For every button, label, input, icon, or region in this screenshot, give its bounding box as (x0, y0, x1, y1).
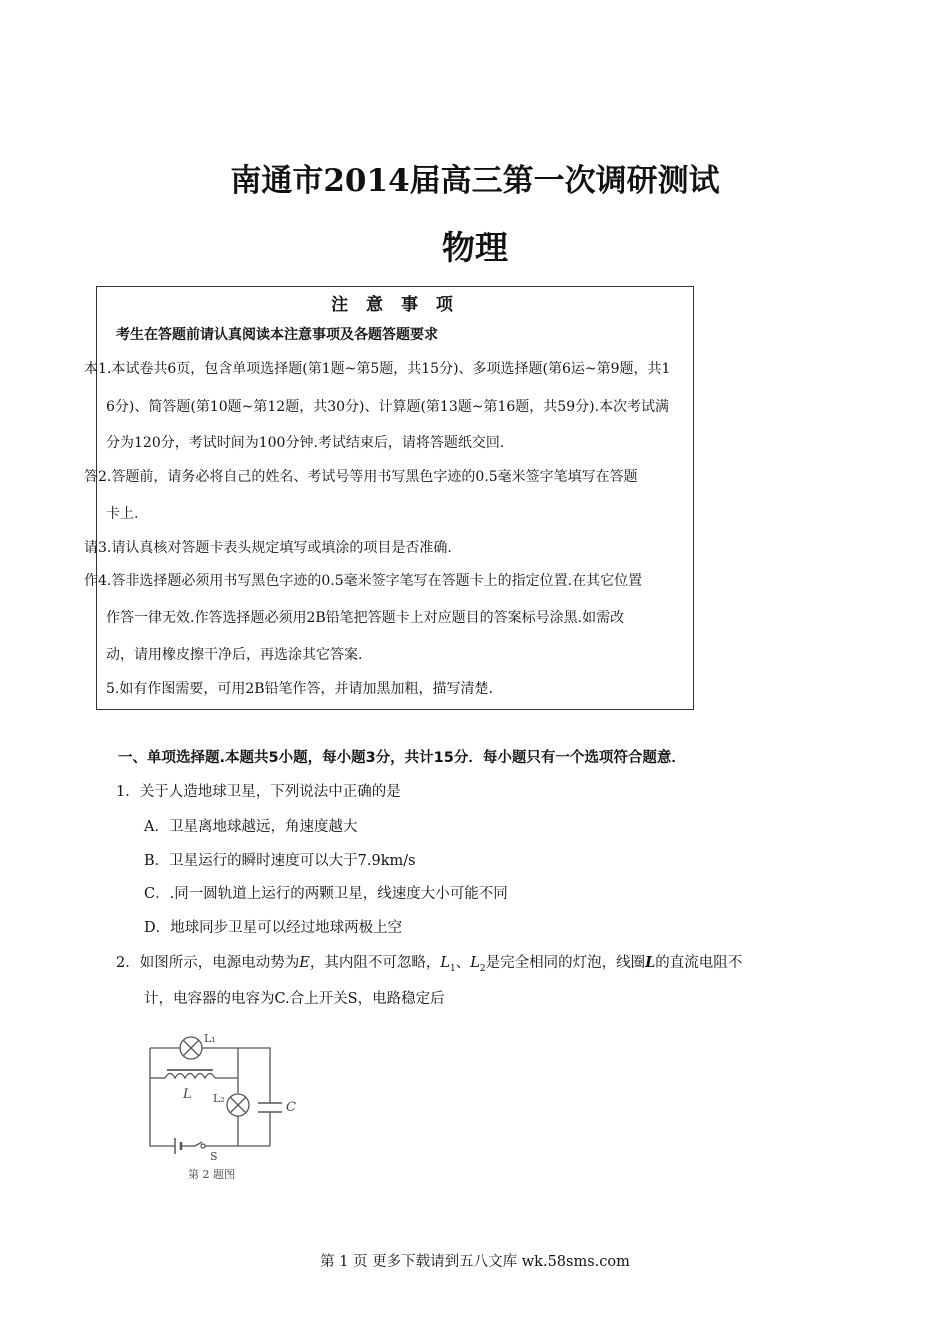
lamp-l1-icon (180, 1037, 202, 1059)
exam-subject: 物理 (442, 228, 508, 267)
label-s: S (210, 1150, 218, 1163)
notice-line: 6分)、简答题(第10题~第12题，共30分)、计算题(第13题~第16题，共59分).本次考试满 (106, 399, 670, 415)
label-l1: L₁ (204, 1032, 216, 1045)
notice-line: 作4.答非选择题必须用书写黑色字迹的0.5毫米签字笔写在答题卡上的指定位置.在其它位置 (84, 573, 643, 589)
notice-subheading: 考生在答题前请认真阅读本注意事项及各题答题要求 (116, 327, 438, 343)
notice-line: 作答一律无效.作答选择题必须用2B铅笔把答题卡上对应题目的答案标号涂黑.如需改 (106, 610, 625, 626)
inductor-coil-icon (165, 1070, 215, 1078)
question-1-option-b: B．卫星运行的瞬时速度可以大于7.9km/s (144, 853, 416, 869)
lamp-l2-icon (227, 1094, 249, 1116)
label-l: L (183, 1087, 192, 1102)
question-1-option-d: D．地球同步卫星可以经过地球两极上空 (144, 920, 403, 936)
notice-line: 本1.本试卷共6页，包含单项选择题(第1题~第5题，共15分)、多项选择题(第6运~第9题，共1 (84, 361, 671, 377)
figure-caption: 第 2 题图 (188, 1168, 235, 1181)
battery-icon (175, 1138, 195, 1154)
question-2-stem: 2．如图所示，电源电动势为E，其内阻不可忽略，$L_1$、$L_2$是完全相同的灯泡，线圈L的直流电阻不 (116, 954, 743, 974)
label-c: C (286, 1100, 296, 1115)
exam-title: 南通市2014届高三第一次调研测试 (230, 163, 720, 199)
notice-line: 分为120分，考试时间为100分钟.考试结束后，请将答题纸交回. (106, 435, 505, 451)
notice-line: 5.如有作图需要，可用2B铅笔作答，并请加黑加粗，描写清楚. (106, 681, 494, 697)
notice-line: 卡上. (106, 506, 139, 522)
notice-heading: 注 意 事 项 (331, 295, 459, 315)
section-heading: 一、单项选择题.本题共5小题，每小题3分，共计15分．每小题只有一个选项符合题意． (118, 750, 686, 766)
switch-icon (195, 1142, 205, 1148)
notice-line: 请3.请认真核对答题卡表头规定填写或填涂的项目是否准确. (84, 540, 452, 556)
question-1-option-c: C．.同一圆轨道上运行的两颗卫星，线速度大小可能不同 (144, 886, 508, 902)
question-2-stem-line2: 计，电容器的电容为C.合上开关S，电路稳定后 (144, 991, 445, 1007)
circuit-diagram (140, 1018, 310, 1188)
label-l2: L₂ (213, 1092, 225, 1105)
question-1-option-a: A．卫星离地球越远，角速度越大 (144, 819, 358, 835)
page-footer: 第 1 页 更多下载请到五八文库 wk.58sms.com (320, 1254, 630, 1270)
capacitor-icon (258, 1103, 282, 1112)
notice-line: 动，请用橡皮擦干净后，再选涂其它答案. (106, 647, 363, 663)
question-1-stem: 1．关于人造地球卫星，下列说法中正确的是 (116, 784, 401, 800)
notice-line: 答2.答题前，请务必将自己的姓名、考试号等用书写黑色字迹的0.5毫米签字笔填写在答题 (84, 469, 638, 485)
